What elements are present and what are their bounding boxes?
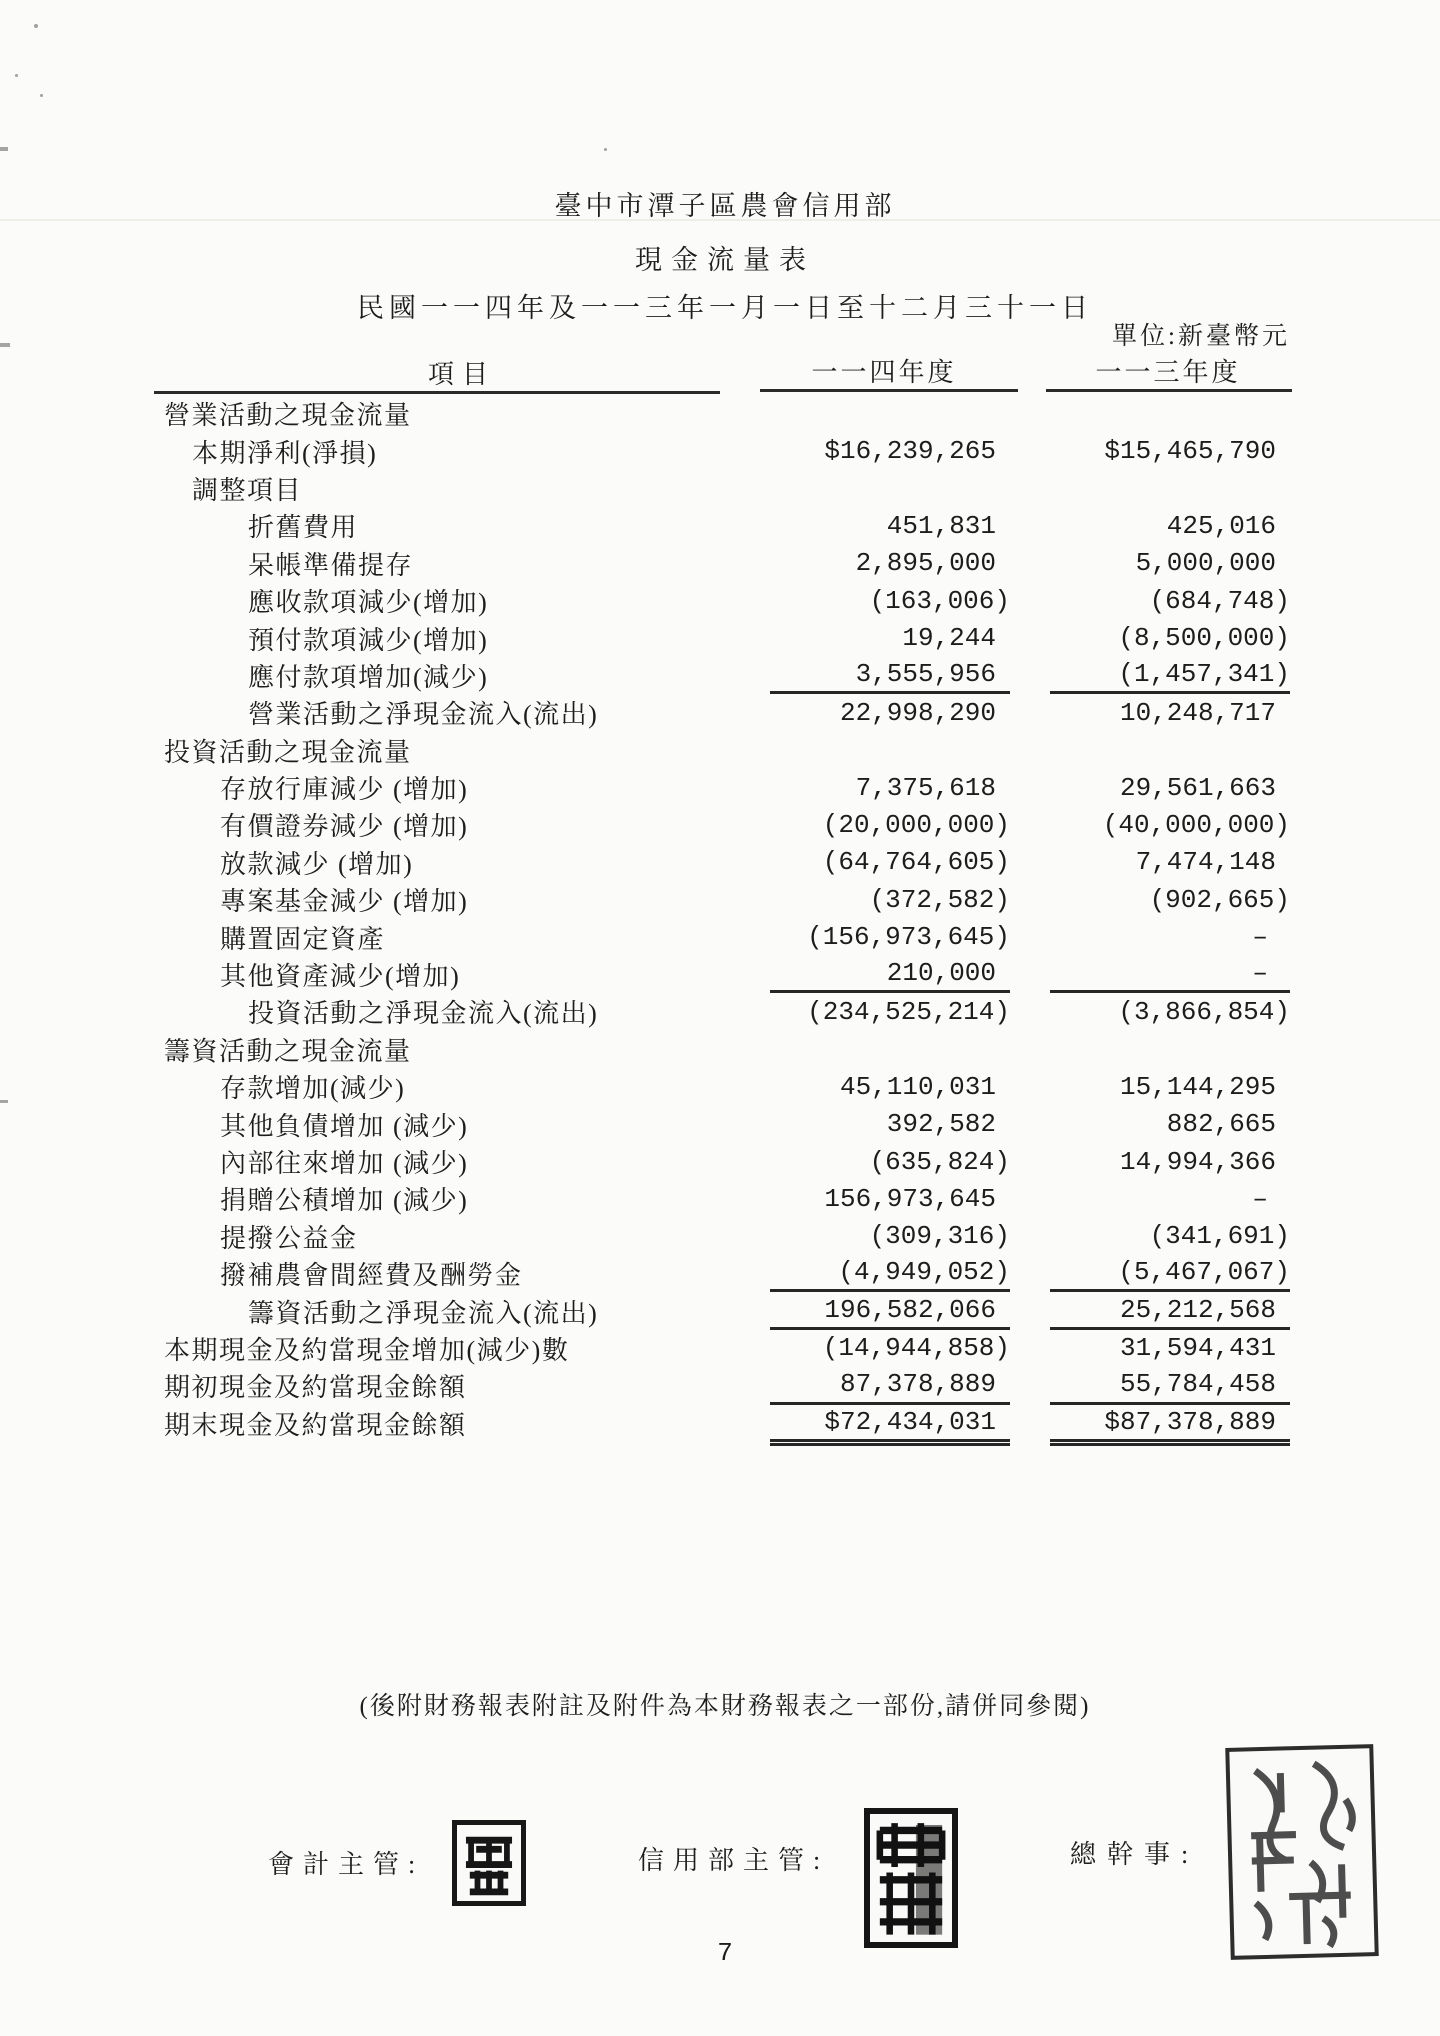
scan-speck (15, 74, 18, 77)
column-gap (1010, 844, 1050, 881)
table-row (160, 432, 1290, 469)
table-row (160, 619, 1290, 656)
row-label: 捐贈公積增加 (減少) (220, 1186, 469, 1216)
column-header-year113: 一一三年度 (1095, 358, 1241, 387)
value-year113: 10,248,717 (1119, 697, 1276, 728)
row-label: 購置固定資產 (220, 924, 386, 954)
table-row (160, 993, 1290, 1030)
currency-unit-note: 單位:新臺幣元 (1112, 323, 1290, 350)
value-year114: (64,764,605) (822, 847, 1010, 878)
value-year113: 31,594,431 (1119, 1333, 1276, 1364)
value-year113 (1050, 732, 1290, 769)
value-year113: – (1252, 922, 1268, 953)
value-year113: (8,500,000) (1118, 623, 1290, 654)
value-year113: 14,994,366 (1119, 1146, 1276, 1177)
column-gap (1010, 1143, 1050, 1180)
column-gap (1010, 806, 1050, 843)
row-label: 應收款項減少(增加) (248, 588, 489, 618)
table-row (160, 1105, 1290, 1142)
column-gap (1010, 545, 1050, 582)
value-year114: (20,000,000) (822, 809, 1010, 840)
table-row (160, 1367, 1290, 1404)
organization-title: 臺中市潭子區農會信用部 (554, 191, 896, 221)
table-row (160, 545, 1290, 582)
column-gap (1010, 395, 1050, 432)
footnote: (後附財務報表附註及附件為本財務報表之一部份,請併同參閱) (359, 1693, 1091, 1720)
table-row (160, 881, 1290, 918)
column-gap (1010, 732, 1050, 769)
row-label: 內部往來增加 (減少) (220, 1149, 469, 1178)
value-year113: (902,665) (1149, 884, 1290, 915)
row-label: 營業活動之淨現金流入(流出) (248, 700, 599, 730)
value-year113: – (1252, 1183, 1268, 1214)
table-row (160, 732, 1290, 769)
value-year113: 7,474,148 (1135, 847, 1276, 878)
statement-title: 現金流量表 (635, 245, 815, 275)
column-gap (1010, 918, 1050, 955)
value-year114: 392,582 (886, 1109, 996, 1140)
column-gap (1010, 881, 1050, 918)
value-year113: 5,000,000 (1135, 548, 1276, 579)
accounting-manager-label: 會計主管: (268, 1850, 425, 1879)
reporting-period: 民國一一四年及一一三年一月一日至十二月三十一日 (357, 293, 1093, 323)
table-row (160, 1405, 1290, 1442)
value-year113: (40,000,000) (1102, 809, 1290, 840)
table-row (160, 395, 1290, 432)
column-gap (1010, 1218, 1050, 1255)
value-year113: 25,212,568 (1050, 1292, 1290, 1329)
value-year114 (770, 470, 1010, 507)
column-gap (1010, 1180, 1050, 1217)
column-gap (1010, 694, 1050, 731)
column-gap (1010, 1105, 1050, 1142)
value-year113: (3,866,854) (1118, 996, 1290, 1027)
value-year114: 22,998,290 (839, 697, 996, 728)
row-label: 存放行庫減少 (增加) (220, 775, 469, 805)
value-year114: 451,831 (886, 510, 996, 541)
scan-speck (34, 24, 38, 28)
column-gap (1010, 470, 1050, 507)
value-year113: (1,457,341) (1050, 657, 1290, 694)
value-year113: 55,784,458 (1050, 1367, 1290, 1404)
value-year114: 196,582,066 (770, 1292, 1010, 1329)
value-year114: (309,316) (869, 1221, 1010, 1252)
row-label: 呆帳準備提存 (248, 550, 414, 580)
column-gap (1010, 507, 1050, 544)
table-row (160, 1218, 1290, 1255)
column-gap (1010, 1405, 1050, 1442)
row-label: 期初現金及約當現金餘額 (164, 1373, 467, 1403)
row-label: 放款減少 (增加) (220, 849, 414, 879)
row-label: 調整項目 (192, 475, 303, 505)
row-label: 本期現金及約當現金增加(減少)數 (164, 1335, 570, 1365)
value-year114: (4,949,052) (770, 1255, 1010, 1292)
column-gap (1010, 1068, 1050, 1105)
table-row (160, 1292, 1290, 1329)
table-row (160, 470, 1290, 507)
value-year114 (770, 395, 1010, 432)
scan-edge-mark (0, 343, 10, 347)
column-gap (1010, 1367, 1050, 1404)
value-year114: 3,555,956 (770, 657, 1010, 694)
value-year113: 29,561,663 (1119, 772, 1276, 803)
value-year113: $15,465,790 (1104, 436, 1276, 467)
row-label: 應付款項增加(減少) (248, 662, 489, 692)
scan-edge-mark (0, 1100, 8, 1103)
table-row (160, 844, 1290, 881)
document-content (160, 0, 1290, 2036)
row-label: 投資活動之淨現金流入(流出) (248, 999, 599, 1029)
table-row (160, 918, 1290, 955)
header-rule-year114 (760, 389, 1018, 392)
row-label: 本期淨利(淨損) (192, 438, 378, 468)
row-label: 折舊費用 (248, 513, 359, 543)
row-label: 期末現金及約當現金餘額 (164, 1410, 467, 1440)
table-row (160, 1330, 1290, 1367)
value-year114: 87,378,889 (770, 1367, 1010, 1404)
column-gap (1010, 657, 1050, 694)
table-row (160, 1143, 1290, 1180)
value-year114 (770, 732, 1010, 769)
table-row (160, 806, 1290, 843)
value-year114: (163,006) (869, 585, 1010, 616)
column-gap (1010, 769, 1050, 806)
value-year113: 882,665 (1166, 1109, 1276, 1140)
value-year114: 7,375,618 (855, 772, 996, 803)
row-label: 提撥公益金 (220, 1223, 358, 1253)
value-year113: $87,378,889 (1050, 1405, 1290, 1442)
column-gap (1010, 956, 1050, 993)
value-year114: 45,110,031 (839, 1071, 996, 1102)
table-row (160, 694, 1290, 731)
general-manager-label: 總幹事: (1070, 1840, 1200, 1869)
value-year114: (635,824) (869, 1146, 1010, 1177)
row-label: 預付款項減少(增加) (248, 625, 489, 655)
credit-dept-manager-label: 信用部主管: (638, 1846, 830, 1875)
page-number: 7 (717, 1938, 733, 1968)
table-row (160, 769, 1290, 806)
value-year114: 156,973,645 (824, 1183, 996, 1214)
column-gap (1010, 1330, 1050, 1367)
value-year114: (234,525,214) (807, 996, 1010, 1027)
value-year113: – (1050, 956, 1290, 993)
row-label: 籌資活動之現金流量 (164, 1036, 412, 1066)
value-year114: $16,239,265 (824, 436, 996, 467)
column-gap (1010, 993, 1050, 1030)
table-row (160, 657, 1290, 694)
value-year114: 2,895,000 (855, 548, 996, 579)
table-row (160, 1180, 1290, 1217)
column-header-year114: 一一四年度 (811, 358, 957, 387)
table-row (160, 1031, 1290, 1068)
value-year114 (770, 1031, 1010, 1068)
row-label: 撥補農會間經費及酬勞金 (220, 1261, 523, 1291)
row-label: 籌資活動之淨現金流入(流出) (248, 1298, 599, 1328)
scan-edge-mark (0, 147, 8, 151)
table-row (160, 507, 1290, 544)
row-label: 營業活動之現金流量 (164, 401, 412, 431)
row-label: 存款增加(減少) (220, 1074, 406, 1104)
row-label: 其他負債增加 (減少) (220, 1111, 469, 1141)
value-year114: (372,582) (869, 884, 1010, 915)
cash-flow-table-body (160, 395, 1290, 1442)
column-gap (1010, 432, 1050, 469)
value-year113 (1050, 470, 1290, 507)
value-year113: 425,016 (1166, 510, 1276, 541)
general-manager-seal-stamp (1225, 1744, 1378, 1960)
column-header-item: 項目 (427, 360, 496, 389)
value-year113 (1050, 395, 1290, 432)
value-year113: 15,144,295 (1119, 1071, 1276, 1102)
column-gap (1010, 582, 1050, 619)
value-year113: (341,691) (1149, 1221, 1290, 1252)
value-year114: 210,000 (770, 956, 1010, 993)
value-year114: (14,944,858) (822, 1333, 1010, 1364)
header-rule-year113 (1046, 389, 1292, 392)
value-year114: (156,973,645) (807, 922, 1010, 953)
table-row (160, 956, 1290, 993)
row-label: 專案基金減少 (增加) (220, 887, 469, 917)
header-rule-item (154, 391, 720, 394)
value-year113: (5,467,067) (1050, 1255, 1290, 1292)
table-row (160, 1255, 1290, 1292)
row-label: 投資活動之現金流量 (164, 737, 412, 767)
table-row (160, 1068, 1290, 1105)
column-gap (1010, 619, 1050, 656)
column-gap (1010, 1292, 1050, 1329)
value-year114: $72,434,031 (770, 1405, 1010, 1442)
column-gap (1010, 1255, 1050, 1292)
value-year113 (1050, 1031, 1290, 1068)
value-year113: (684,748) (1149, 585, 1290, 616)
table-row (160, 582, 1290, 619)
row-label: 有價證券減少 (增加) (220, 812, 469, 842)
accounting-manager-seal-stamp (452, 1820, 526, 1906)
scan-speck (40, 94, 43, 97)
credit-dept-manager-seal-stamp (864, 1808, 958, 1948)
row-label: 其他資產減少(增加) (220, 962, 461, 992)
column-gap (1010, 1031, 1050, 1068)
value-year114: 19,244 (902, 623, 996, 654)
